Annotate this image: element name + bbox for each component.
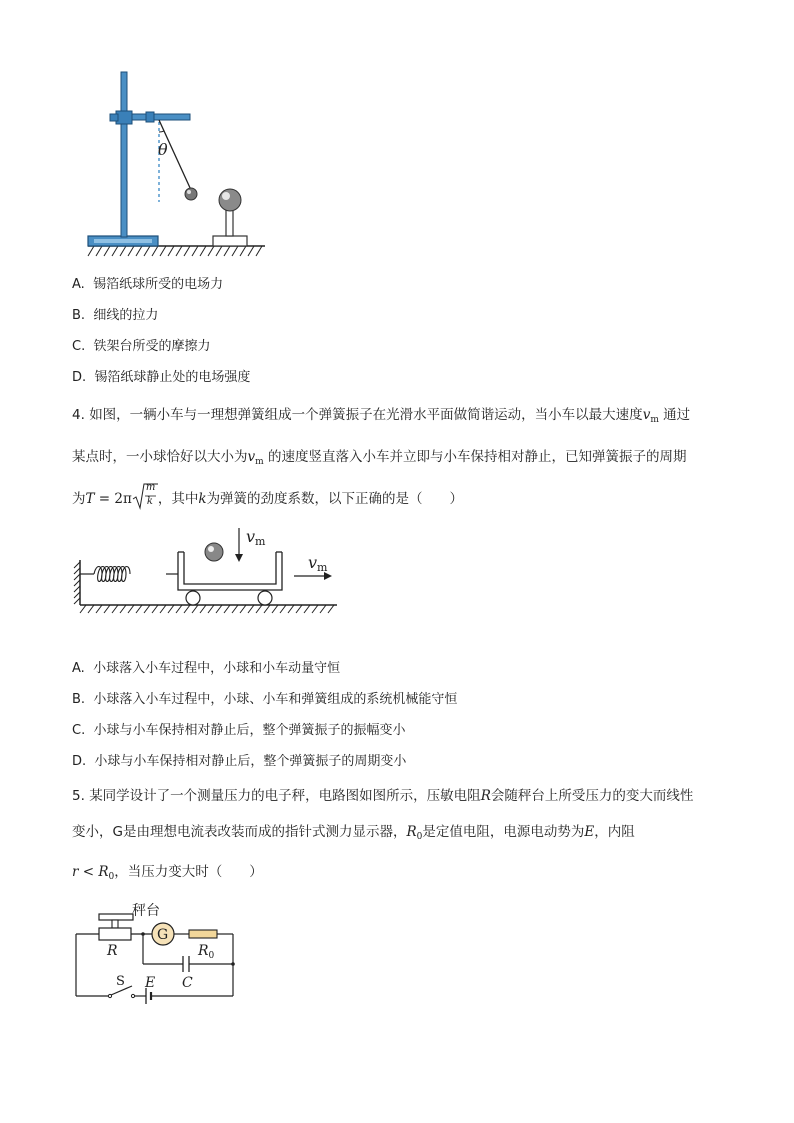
q4-option-b: B. 小球落入小车过程中，小球、小车和弹簧组成的系统机械能守恒	[72, 692, 458, 707]
sqrt-formula: m k	[132, 482, 158, 510]
capacitor-C-label: C	[182, 975, 193, 991]
q4-option-c: C. 小球与小车保持相对静止后，整个弹簧振子的振幅变小	[72, 723, 406, 738]
ball-velocity-label: vm	[246, 527, 266, 548]
q3-option-b: B. 细线的拉力	[72, 308, 159, 323]
figure-circuit	[70, 898, 250, 1008]
emf-E-label: E	[145, 975, 156, 991]
q3-option-d: D. 锡箔纸球静止处的电场强度	[72, 370, 251, 385]
q5-stem-line3: $r < R_0$，当压力变大时（ ）	[72, 864, 263, 882]
galvanometer-label: G	[157, 927, 169, 943]
q4-option-a: A. 小球落入小车过程中，小球和小车动量守恒	[72, 661, 341, 676]
q4-option-d: D. 小球与小车保持相对静止后，整个弹簧振子的周期变小	[72, 754, 407, 769]
q4-stem-line3: 为T = 2π m k ，其中k为弹簧的劲度系数，以下正确的是（ ）	[72, 488, 463, 516]
platform-label: 秤台	[132, 903, 160, 919]
q3-option-c: C. 铁架台所受的摩擦力	[72, 339, 211, 354]
q5-stem-line1: 5. 某同学设计了一个测量压力的电子秤，电路图如图所示，压敏电阻R会随秤台上所受压力的变大而线性	[72, 788, 694, 804]
formula-T: T	[85, 491, 95, 507]
resistor-R-label: R	[107, 943, 118, 959]
q4-stem-line2: 某点时，一小球恰好以大小为$v_m$ 的速度竖直落入小车并立即与小车保持相对静止，已知弹簧振子的周期	[72, 449, 687, 467]
q3-option-a: A. 锡箔纸球所受的电场力	[72, 277, 224, 292]
angle-theta-label: θ	[158, 140, 168, 159]
question-number: 5.	[72, 788, 85, 804]
question-number: 4.	[72, 407, 85, 423]
q4-stem-line1: 4. 如图，一辆小车与一理想弹簧组成一个弹簧振子在光滑水平面做简谐运动，当小车以最大速度$v_m$ 通过	[72, 407, 691, 425]
q5-stem-line2: 变小，G是由理想电流表改装而成的指针式测力显示器，$R_0$是定值电阻，电源电动势为E，内阻	[72, 824, 635, 842]
switch-S-label: S	[116, 974, 125, 989]
resistor-R0-label: $R_0$	[198, 943, 215, 961]
cart-velocity-label: vm	[308, 553, 328, 574]
figure-iron-stand-pendulum	[80, 68, 280, 264]
figure-spring-cart	[72, 520, 342, 620]
